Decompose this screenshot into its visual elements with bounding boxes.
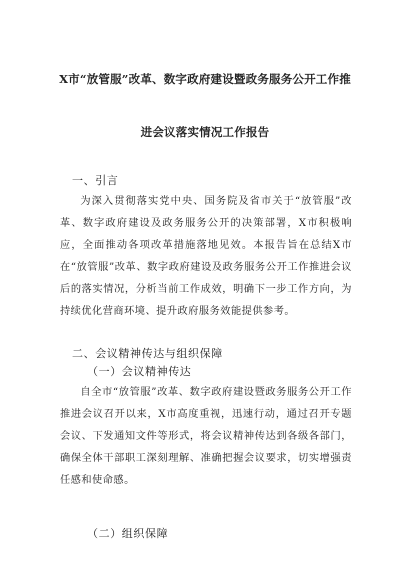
section-heading-meeting-spirit: 二、会议精神传达与组织保障 bbox=[72, 347, 223, 360]
subsection-heading-spirit-conveyance: （一）会议精神传达 bbox=[87, 365, 192, 378]
section-heading-introduction: 一、引言 bbox=[72, 174, 119, 187]
introduction-paragraph: 为深入贯彻落实党中央、国务院及省市关于“放管服”改革、数字政府建设及政务服务公开的决策部署，X市积极响应，全面推动各项改革措施落地见效。本报告旨在总结X市在“放管服”改革、数字政府建设及政务服务公开工作推进会议后的落实情况，分析当前工作成效，明确下一步工作方向，为持续优化营商环境、提升政府服务效能提供参考。 bbox=[60, 196, 352, 317]
document-title-line-2: 进会议落实情况工作报告 bbox=[140, 125, 270, 139]
spirit-conveyance-paragraph: 自全市“放管服”改革、数字政府建设暨政务服务公开工作推进会议召开以来，X市高度重视，迅速行动，通过召开专题会议、下发通知文件等形式，将会议精神传达到各级各部门，确保全体干部职工深刻理解、准确把握会议要求，切实增强责任感和使命感。 bbox=[60, 387, 352, 486]
document-title-line-1: X市“放管服”改革、数字政府建设暨政务服务公开工作推 bbox=[59, 72, 351, 86]
subsection-heading-organizational-support: （二）组织保障 bbox=[87, 527, 169, 540]
